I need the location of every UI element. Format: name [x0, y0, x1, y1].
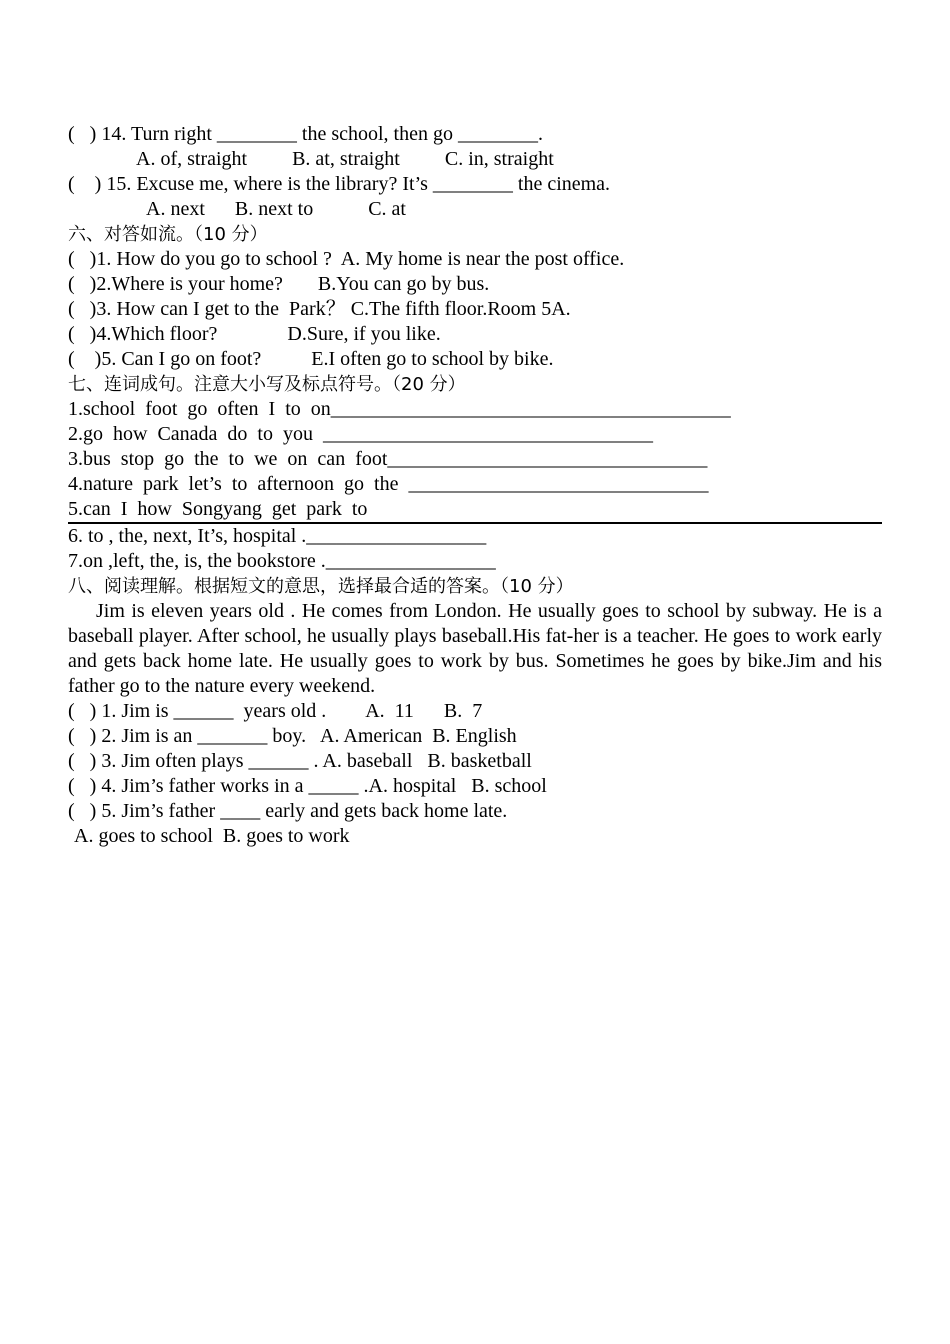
section-6-heading: 六、对答如流。（10 分） [68, 224, 268, 245]
section-7-item: 3.bus stop go the to we on can foot________________________________ [68, 448, 708, 470]
section-6-item: ( )2.Where is your home? B.You can go by bus. [68, 273, 490, 295]
question-15-options: A. next B. next to C. at [146, 198, 406, 220]
reading-passage: Jim is eleven years old . He comes from London. He usually goes to school by subway. He is a baseball player. After school, he usually plays baseball.His fat-her is a teacher. He goes to work early and gets back home late. He usually goes to work by bus. Sometimes he goes by bike.Jim and his father go to the nature every weekend. [68, 600, 882, 697]
section-7-heading: 七、连词成句。注意大小写及标点符号。（20 分） [68, 374, 466, 395]
section-7-item: 1.school foot go often I to on________________________________________ [68, 398, 731, 420]
section-8-item: ( ) 4. Jim’s father works in a _____ .A. hospital B. school [68, 775, 547, 797]
section-6-item: ( )5. Can I go on foot? E.I often go to school by bike. [68, 348, 554, 370]
section-6-item: ( )4.Which floor? D.Sure, if you like. [68, 323, 441, 345]
section-8-item: ( ) 3. Jim often plays ______ . A. baseball B. basketball [68, 750, 532, 772]
section-8-item: ( ) 5. Jim’s father ____ early and gets back home late. [68, 800, 508, 822]
question-14-options: A. of, straight B. at, straight C. in, straight [136, 148, 554, 170]
section-6-item: ( )1. How do you go to school ? A. My home is near the post office. [68, 248, 625, 270]
section-7-item: 2.go how Canada do to you _________________________________ [68, 423, 653, 445]
section-7-item: 6. to , the, next, It’s, hospital .__________________ [68, 525, 487, 547]
section-7-item: 4.nature park let’s to afternoon go the ______________________________ [68, 473, 709, 495]
section-8-item: ( ) 1. Jim is ______ years old . A. 11 B. 7 [68, 700, 483, 722]
section-8-q5-options: A. goes to school B. goes to work [74, 825, 350, 847]
section-7-item: 5.can I how Songyang get park to [68, 497, 882, 524]
question-14: ( ) 14. Turn right ________ the school, then go ________. [68, 123, 543, 145]
section-7-item: 7.on ,left, the, is, the bookstore ._________________ [68, 550, 496, 572]
section-8-heading: 八、阅读理解。根据短文的意思，选择最合适的答案。（10 分） [68, 576, 574, 597]
question-15: ( ) 15. Excuse me, where is the library? It’s ________ the cinema. [68, 173, 611, 195]
section-8-item: ( ) 2. Jim is an _______ boy. A. American B. English [68, 725, 517, 747]
section-6-item: ( )3. How can I get to the Park？ C.The fifth floor.Room 5A. [68, 298, 571, 320]
worksheet-page [68, 122, 882, 849]
